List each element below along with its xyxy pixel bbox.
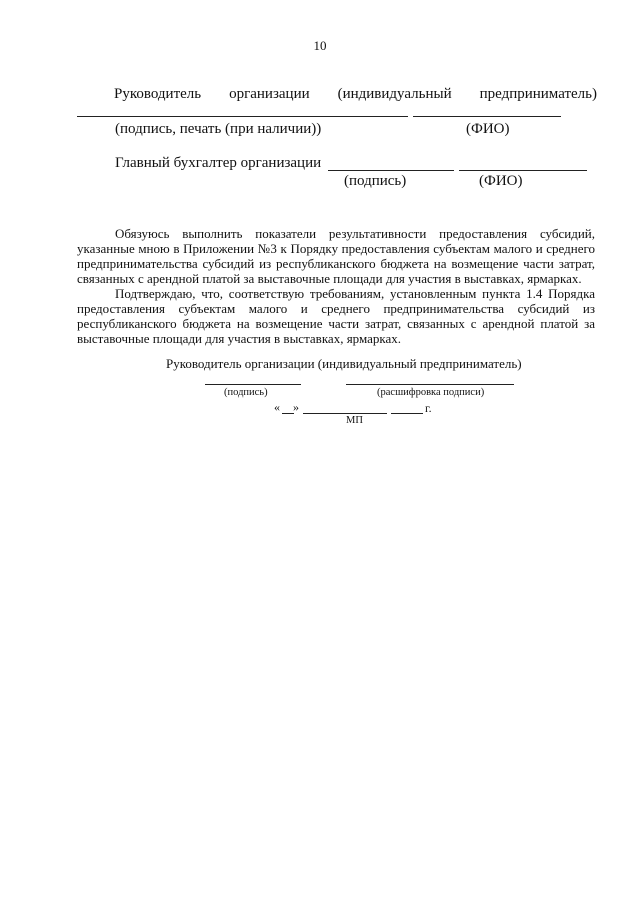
obligation-paragraph: Обязуюсь выполнить показатели результативности предоставления субсидий, указанные мною в Приложении №3 к Порядку предоставления субъектам малого и среднего предпринимательства субсидий из республиканского бюджета на возмещение части затрат, связанных с арендной платой за выставочные площади для участия в выставках, ярмарках. xyxy=(77,226,595,286)
date-open-quote: « xyxy=(274,400,280,414)
bottom-decode-caption: (расшифровка подписи) xyxy=(377,387,485,398)
signature-line xyxy=(77,116,408,117)
bottom-signature-caption: (подпись) xyxy=(224,387,268,398)
title-word: предприниматель) xyxy=(479,86,597,102)
accountant-label: Главный бухгалтер организации xyxy=(115,155,322,171)
title-word: Руководитель xyxy=(114,86,202,102)
date-year-line xyxy=(391,413,423,414)
accountant-fio-line xyxy=(459,170,587,171)
page-number: 10 xyxy=(313,38,327,53)
accountant-signature-line xyxy=(328,170,454,171)
accountant-signature-caption: (подпись) xyxy=(344,173,407,189)
date-year-suffix: г. xyxy=(425,401,432,415)
signature-caption: (подпись, печать (при наличии)) xyxy=(115,121,322,137)
bottom-head-title: Руководитель организации (индивидуальный предприниматель) xyxy=(166,356,522,371)
bottom-signature-line xyxy=(205,384,301,385)
head-signature-title xyxy=(114,86,597,103)
bottom-decode-line xyxy=(346,384,514,385)
stamp-label: МП xyxy=(346,415,363,426)
date-close-quote: » xyxy=(293,400,299,414)
fio-line xyxy=(413,116,561,117)
date-month-line xyxy=(303,413,387,414)
accountant-fio-caption: (ФИО) xyxy=(479,173,523,189)
fio-caption: (ФИО) xyxy=(466,121,510,137)
title-word: организации xyxy=(229,86,310,102)
confirmation-paragraph: Подтверждаю, что, соответствую требованиям, установленным пункта 1.4 Порядка предоставления субъектам малого и среднего предпринимательства субсидий из республиканского бюджета на возмещение части затрат, связанных с арендной платой за выставочные площади для участия в выставках, ярмарках. xyxy=(77,286,595,346)
title-word: (индивидуальный xyxy=(337,86,452,102)
